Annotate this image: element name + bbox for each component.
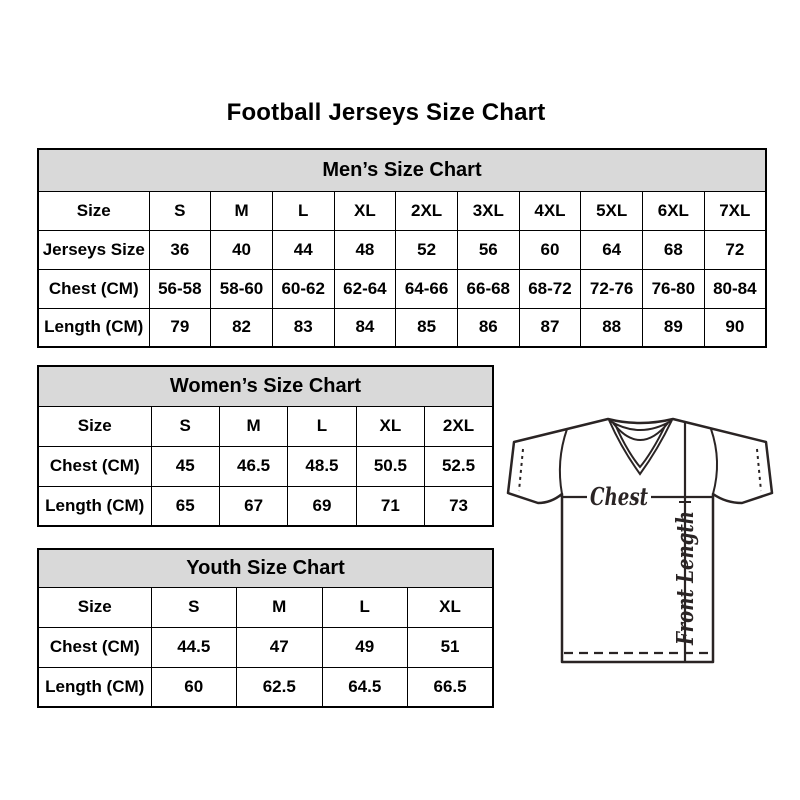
right-cuff-stitch-line: [757, 449, 761, 491]
women-table-row: [38, 446, 493, 486]
men-cell: 3XL: [457, 191, 519, 230]
youth-cell: 51: [408, 627, 494, 667]
youth-table-row: [38, 667, 493, 707]
men-cell: 2XL: [396, 191, 458, 230]
youth-row-label: Size: [38, 587, 151, 627]
women-cell: S: [151, 406, 219, 446]
women-table-row: [38, 486, 493, 526]
mens-table-body: [38, 191, 766, 347]
men-cell: 89: [643, 308, 705, 347]
women-cell: 73: [425, 486, 493, 526]
womens-size-table: [37, 365, 494, 527]
mens-table-title: Men’s Size Chart: [38, 149, 766, 191]
men-cell: 87: [519, 308, 581, 347]
men-cell: 86: [457, 308, 519, 347]
jersey-outline: [508, 419, 772, 662]
men-row-label: Chest (CM): [38, 269, 149, 308]
women-cell: 45: [151, 446, 219, 486]
men-cell: 4XL: [519, 191, 581, 230]
men-table-row: [38, 308, 766, 347]
women-cell: 50.5: [356, 446, 424, 486]
left-sleeve-seam: [560, 429, 567, 494]
youth-table-header-row: [38, 549, 493, 587]
jersey-measurement-diagram: [505, 403, 775, 673]
youth-size-table: [37, 548, 494, 708]
youth-table-title: Youth Size Chart: [38, 549, 493, 587]
men-cell: 5XL: [581, 191, 643, 230]
men-row-label: Length (CM): [38, 308, 149, 347]
men-cell: 85: [396, 308, 458, 347]
men-cell: 56: [457, 230, 519, 269]
men-row-label: Size: [38, 191, 149, 230]
men-cell: 7XL: [704, 191, 766, 230]
men-cell: 60: [519, 230, 581, 269]
youth-cell: 64.5: [322, 667, 408, 707]
men-cell: 62-64: [334, 269, 396, 308]
chest-label: Chest: [590, 482, 648, 511]
women-row-label: Length (CM): [38, 486, 151, 526]
men-cell: 48: [334, 230, 396, 269]
men-cell: 90: [704, 308, 766, 347]
youth-cell: 44.5: [151, 627, 237, 667]
men-cell: M: [211, 191, 273, 230]
men-cell: 66-68: [457, 269, 519, 308]
men-cell: 6XL: [643, 191, 705, 230]
women-cell: 48.5: [288, 446, 356, 486]
mens-table-header-row: [38, 149, 766, 191]
women-cell: M: [219, 406, 287, 446]
men-cell: 76-80: [643, 269, 705, 308]
women-row-label: Size: [38, 406, 151, 446]
women-table-row: [38, 406, 493, 446]
men-cell: 40: [211, 230, 273, 269]
youth-row-label: Chest (CM): [38, 627, 151, 667]
youth-cell: 47: [237, 627, 323, 667]
youth-cell: 66.5: [408, 667, 494, 707]
right-sleeve-seam: [711, 429, 717, 494]
men-row-label: Jerseys Size: [38, 230, 149, 269]
men-cell: 44: [272, 230, 334, 269]
women-row-label: Chest (CM): [38, 446, 151, 486]
youth-cell: 60: [151, 667, 237, 707]
page-title: Football Jerseys Size Chart: [226, 99, 546, 126]
womens-table-body: [38, 406, 493, 526]
youth-cell: S: [151, 587, 237, 627]
men-cell: 79: [149, 308, 211, 347]
men-cell: 36: [149, 230, 211, 269]
front-length-label: Front Length: [672, 475, 699, 645]
men-cell: 58-60: [211, 269, 273, 308]
men-cell: 52: [396, 230, 458, 269]
youth-table-row: [38, 587, 493, 627]
men-cell: 72: [704, 230, 766, 269]
women-cell: L: [288, 406, 356, 446]
men-cell: 64: [581, 230, 643, 269]
men-cell: XL: [334, 191, 396, 230]
youth-row-label: Length (CM): [38, 667, 151, 707]
womens-table-title: Women’s Size Chart: [38, 366, 493, 406]
men-cell: 72-76: [581, 269, 643, 308]
men-cell: 60-62: [272, 269, 334, 308]
youth-table-body: [38, 587, 493, 707]
youth-table-row: [38, 627, 493, 667]
men-cell: 88: [581, 308, 643, 347]
men-table-row: [38, 269, 766, 308]
men-cell: 80-84: [704, 269, 766, 308]
women-cell: 67: [219, 486, 287, 526]
men-cell: 56-58: [149, 269, 211, 308]
mens-size-table: [37, 148, 767, 348]
women-cell: 46.5: [219, 446, 287, 486]
men-cell: 68: [643, 230, 705, 269]
men-cell: 68-72: [519, 269, 581, 308]
women-cell: 52.5: [425, 446, 493, 486]
women-cell: 69: [288, 486, 356, 526]
men-cell: 82: [211, 308, 273, 347]
women-cell: 2XL: [425, 406, 493, 446]
women-cell: 65: [151, 486, 219, 526]
youth-cell: 62.5: [237, 667, 323, 707]
men-cell: 64-66: [396, 269, 458, 308]
men-table-row: [38, 191, 766, 230]
womens-table-header-row: [38, 366, 493, 406]
left-cuff-stitch-line: [519, 449, 523, 491]
women-cell: XL: [356, 406, 424, 446]
youth-cell: 49: [322, 627, 408, 667]
men-cell: 84: [334, 308, 396, 347]
men-cell: L: [272, 191, 334, 230]
youth-cell: M: [237, 587, 323, 627]
women-cell: 71: [356, 486, 424, 526]
men-cell: 83: [272, 308, 334, 347]
youth-cell: XL: [408, 587, 494, 627]
youth-cell: L: [322, 587, 408, 627]
men-table-row: [38, 230, 766, 269]
men-cell: S: [149, 191, 211, 230]
